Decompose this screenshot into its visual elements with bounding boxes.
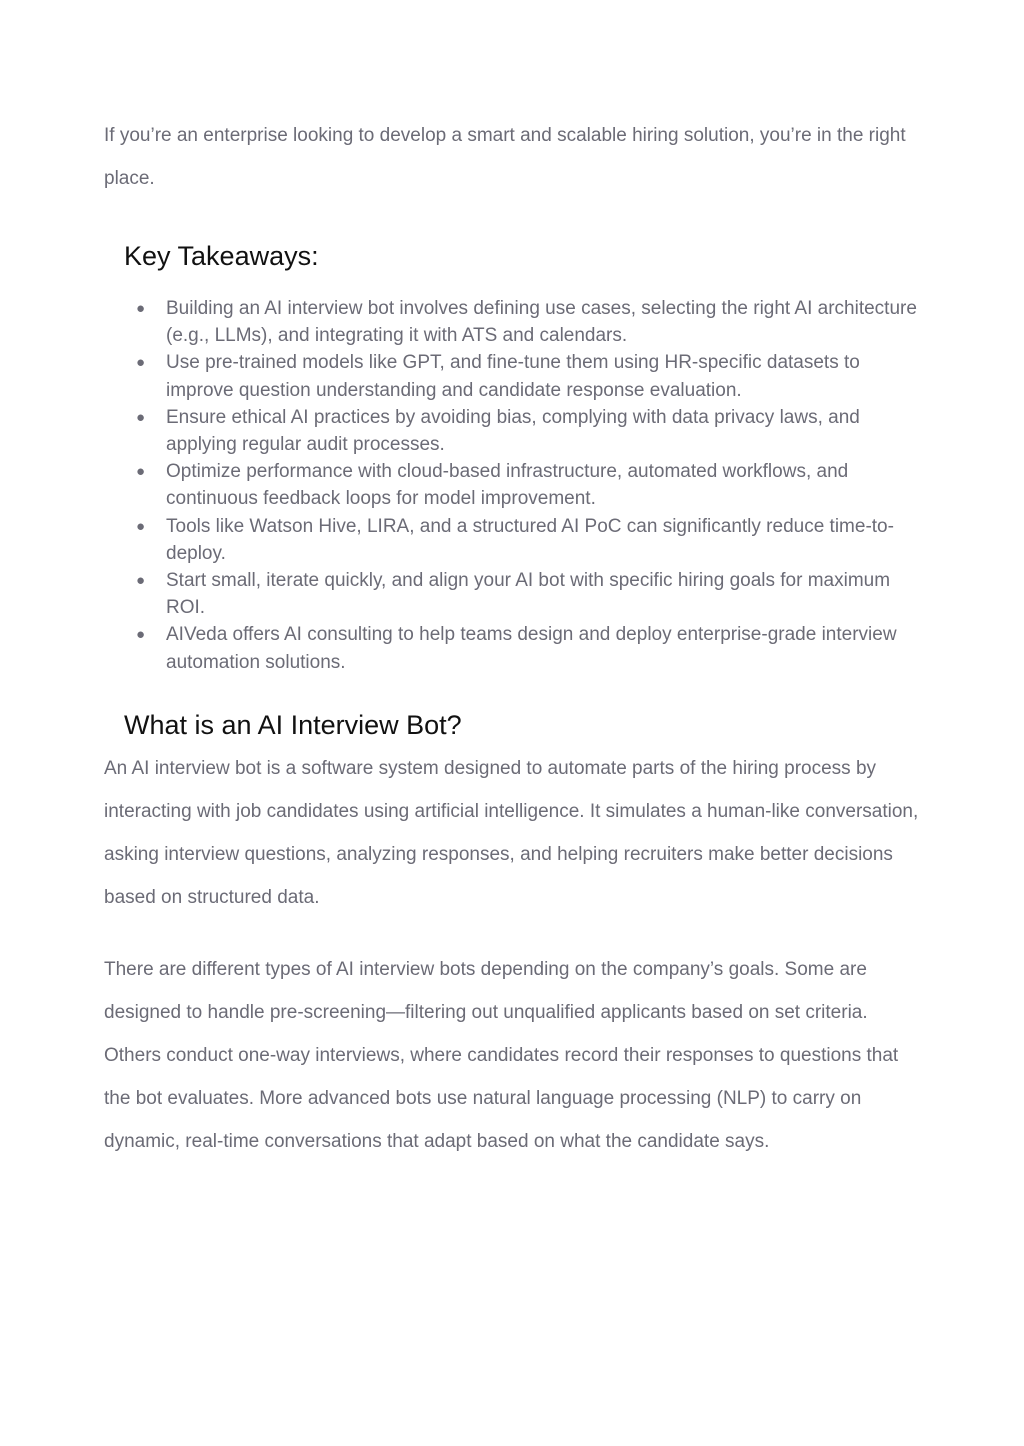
list-item	[104, 567, 924, 621]
intro-paragraph: If you’re an enterprise looking to develop a smart and scalable hiring solution, you’re in the right place.	[104, 125, 906, 189]
list-item-text: Use pre-trained models like GPT, and fine-tune them using HR-specific datasets to improve question understanding and candidate response evaluation.	[166, 352, 860, 401]
list-item-text: Optimize performance with cloud-based infrastructure, automated workflows, and continuous feedback loops for model improvement.	[166, 461, 849, 510]
key-takeaways-heading: Key Takeaways:	[124, 241, 319, 271]
list-item	[104, 349, 924, 403]
bullet-icon: ●	[136, 408, 146, 426]
list-item	[104, 621, 924, 675]
bullet-icon: ●	[136, 463, 146, 481]
types-paragraph: There are different types of AI interview bots depending on the company’s goals. Some are designed to handle pre-screening—filtering out unqualified applicants based on set criteria. Others conduct one-way interviews, where candidates record their responses to questions that the bot evaluates. More advanced bots use natural language processing (NLP) to carry on dynamic, real-time conversations that adapt based on what the candidate says.	[104, 959, 899, 1152]
list-item-text: Tools like Watson Hive, LIRA, and a structured AI PoC can significantly reduce time-to-deploy.	[166, 515, 894, 564]
list-item	[104, 458, 924, 512]
list-item	[104, 513, 924, 567]
list-item-text: Ensure ethical AI practices by avoiding bias, complying with data privacy laws, and applying regular audit processes.	[166, 406, 860, 456]
bullet-icon: ●	[136, 517, 146, 535]
bullet-icon: ●	[136, 626, 146, 644]
key-takeaways-list	[104, 295, 924, 676]
list-item	[104, 295, 924, 349]
list-item	[104, 404, 924, 458]
list-item-text: Building an AI interview bot involves defining use cases, selecting the right AI architecture (e.g., LLMs), and integrating it with ATS and calendars.	[166, 298, 917, 347]
definition-paragraph: An AI interview bot is a software system designed to automate parts of the hiring process by interacting with job candidates using artificial intelligence. It simulates a human-like conversation, asking interview questions, analyzing responses, and helping recruiters make better decisions based on structured data.	[104, 758, 919, 908]
list-item-text: Start small, iterate quickly, and align your AI bot with specific hiring goals for maximum ROI.	[166, 570, 891, 619]
bullet-icon: ●	[136, 300, 146, 317]
bullet-icon: ●	[136, 572, 146, 590]
list-item-text: AIVeda offers AI consulting to help teams design and deploy enterprise-grade interview automation solutions.	[166, 624, 897, 673]
bullet-icon: ●	[136, 354, 146, 372]
what-is-ai-interview-bot-heading: What is an AI Interview Bot?	[124, 710, 462, 740]
